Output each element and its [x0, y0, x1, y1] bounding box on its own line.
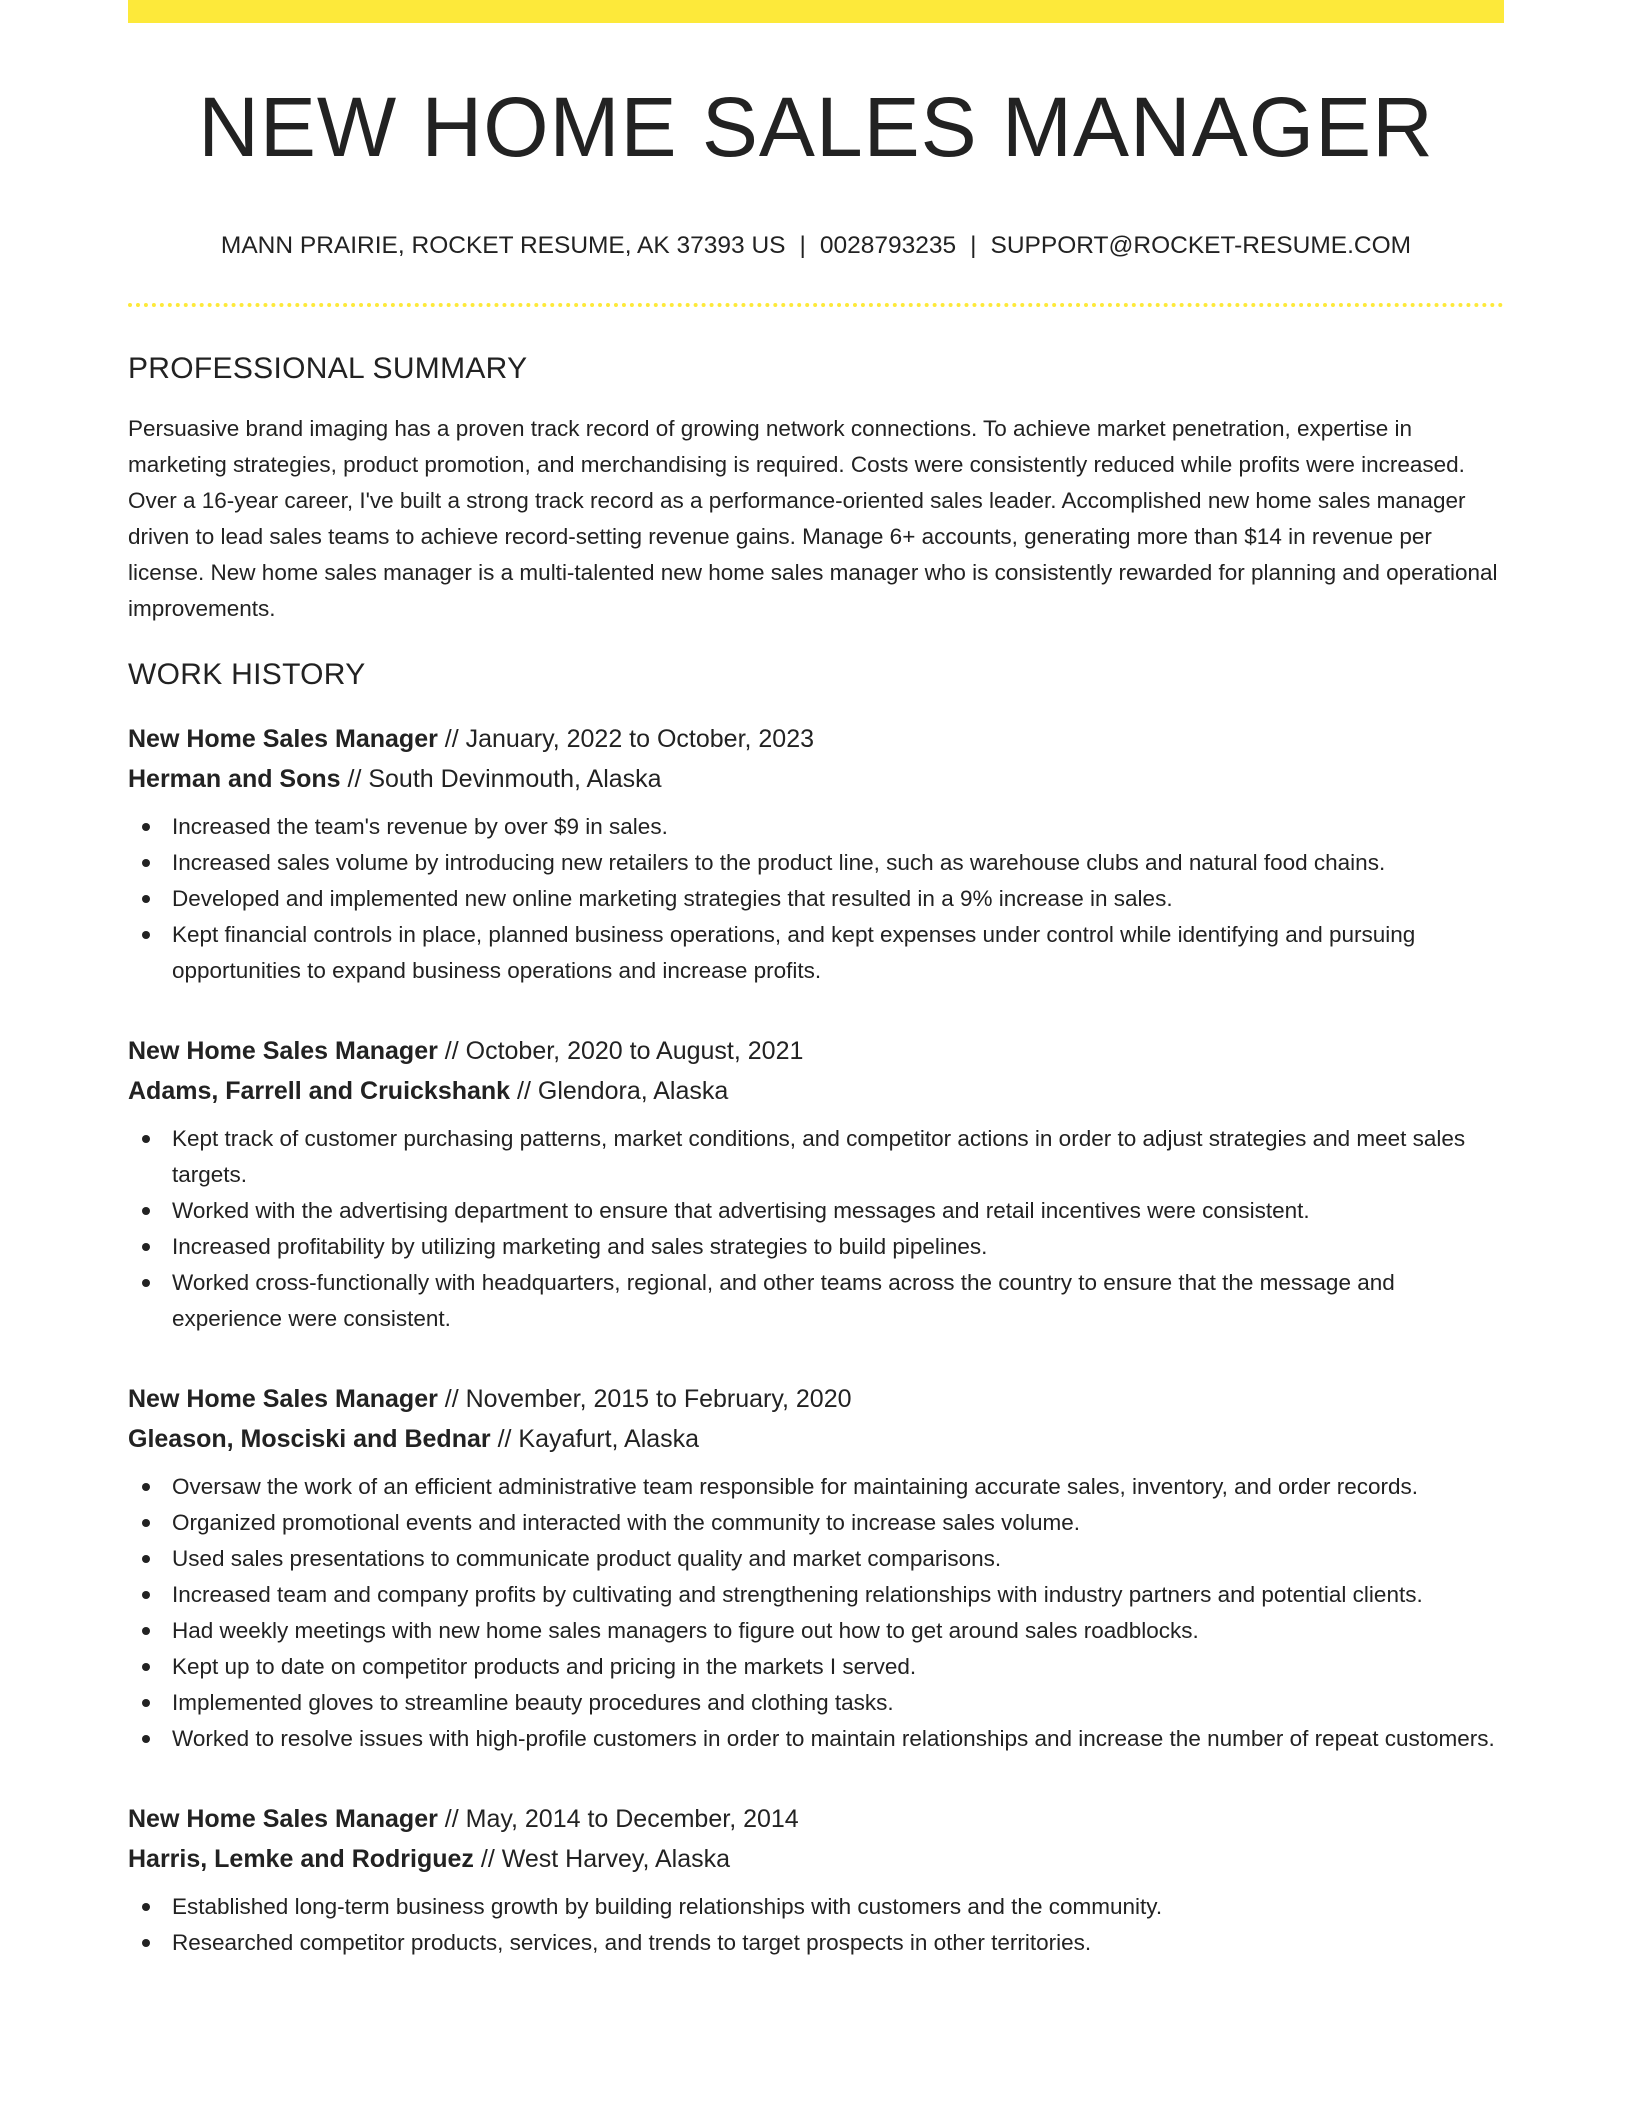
job-bullet: Kept track of customer purchasing patterns, market conditions, and competitor actions in order to adjust strategies and meet sales targets.: [172, 1121, 1504, 1193]
job-role-line: [128, 719, 1504, 759]
job-entry: [128, 719, 1504, 989]
job-bullet: Established long-term business growth by building relationships with customers and the community.: [172, 1889, 1504, 1925]
job-role: New Home Sales Manager: [128, 724, 438, 753]
job-bullet-list: [128, 1121, 1504, 1337]
job-entry: [128, 1031, 1504, 1337]
resume-page: [128, 0, 1504, 1961]
job-company-line: [128, 1419, 1504, 1459]
job-entry: [128, 1379, 1504, 1757]
job-role-line: [128, 1799, 1504, 1839]
contact-line: [128, 231, 1504, 260]
job-role-line: [128, 1379, 1504, 1419]
job-company-line: [128, 1071, 1504, 1111]
dotted-divider: [128, 303, 1504, 307]
job-bullet-list: [128, 1889, 1504, 1961]
job-company: Herman and Sons: [128, 764, 341, 793]
job-bullet: Developed and implemented new online marketing strategies that resulted in a 9% increase in sales.: [172, 881, 1504, 917]
contact-address: MANN PRAIRIE, ROCKET RESUME, AK 37393 US: [220, 232, 786, 260]
job-bullet: Increased sales volume by introducing new retailers to the product line, such as warehouse clubs and natural food chains.: [172, 845, 1504, 881]
job-bullet: Increased the team's revenue by over $9 in sales.: [172, 809, 1504, 845]
job-bullet: Kept financial controls in place, planned business operations, and kept expenses under control while identifying and pursuing opportunities to expand business operations and increase profits.: [172, 917, 1504, 989]
job-role: New Home Sales Manager: [128, 1036, 438, 1065]
work-history-heading: WORK HISTORY: [128, 657, 366, 691]
job-company-line: [128, 759, 1504, 799]
contact-phone: 0028793235: [819, 232, 957, 260]
job-role-line: [128, 1031, 1504, 1071]
job-bullet: Oversaw the work of an efficient administrative team responsible for maintaining accurate sales, inventory, and order records.: [172, 1469, 1504, 1505]
job-dates: // October, 2020 to August, 2021: [437, 1036, 804, 1065]
job-location: // West Harvey, Alaska: [473, 1844, 731, 1873]
job-company: Harris, Lemke and Rodriguez: [128, 1844, 474, 1873]
contact-email: SUPPORT@ROCKET-RESUME.COM: [990, 232, 1412, 260]
summary-text: Persuasive brand imaging has a proven track record of growing network connections. To achieve market penetration, expertise in marketing strategies, product promotion, and merchandising is required. Costs were consistently reduced while profits were increased. Over a 16-year career, I've built a strong track record as a performance-oriented sales leader. Accomplished new home sales manager driven to lead sales teams to achieve record-setting revenue gains. Manage 6+ accounts, generating more than $14 in revenue per license. New home sales manager is a multi-talented new home sales manager who is consistently rewarded for planning and operational improvements.: [128, 415, 1498, 621]
job-company-line: [128, 1839, 1504, 1879]
job-bullet: Used sales presentations to communicate product quality and market comparisons.: [172, 1541, 1504, 1577]
job-location: // Glendora, Alaska: [510, 1076, 729, 1105]
job-bullet: Increased team and company profits by cultivating and strengthening relationships with industry partners and potential clients.: [172, 1577, 1504, 1613]
contact-separator: |: [799, 232, 806, 260]
job-location: // Kayafurt, Alaska: [490, 1424, 700, 1453]
job-entry: [128, 1799, 1504, 1961]
summary-heading: PROFESSIONAL SUMMARY: [128, 351, 528, 385]
accent-top-bar: [128, 0, 1504, 23]
job-bullet: Kept up to date on competitor products and pricing in the markets I served.: [172, 1649, 1504, 1685]
job-bullet: Worked cross-functionally with headquarters, regional, and other teams across the country to ensure that the message and experience were consistent.: [172, 1265, 1504, 1337]
job-bullet: Organized promotional events and interacted with the community to increase sales volume.: [172, 1505, 1504, 1541]
job-bullet: Worked to resolve issues with high-profile customers in order to maintain relationships and increase the number of repeat customers.: [172, 1721, 1504, 1757]
job-role: New Home Sales Manager: [128, 1384, 438, 1413]
job-dates: // January, 2022 to October, 2023: [437, 724, 815, 753]
job-bullet-list: [128, 1469, 1504, 1757]
job-dates: // May, 2014 to December, 2014: [437, 1804, 799, 1833]
contact-separator: |: [970, 232, 977, 260]
job-location: // South Devinmouth, Alaska: [340, 764, 662, 793]
job-role: New Home Sales Manager: [128, 1804, 438, 1833]
resume-title: NEW HOME SALES MANAGER: [198, 80, 1434, 174]
job-company: Adams, Farrell and Cruickshank: [128, 1076, 511, 1105]
job-company: Gleason, Mosciski and Bednar: [128, 1424, 491, 1453]
job-dates: // November, 2015 to February, 2020: [437, 1384, 852, 1413]
job-bullet: Researched competitor products, services, and trends to target prospects in other territories.: [172, 1925, 1504, 1961]
job-bullet: Had weekly meetings with new home sales managers to figure out how to get around sales roadblocks.: [172, 1613, 1504, 1649]
job-bullet: Worked with the advertising department to ensure that advertising messages and retail incentives were consistent.: [172, 1193, 1504, 1229]
job-bullet: Implemented gloves to streamline beauty procedures and clothing tasks.: [172, 1685, 1504, 1721]
job-bullet-list: [128, 809, 1504, 989]
work-history-list: [128, 719, 1504, 1961]
job-bullet: Increased profitability by utilizing marketing and sales strategies to build pipelines.: [172, 1229, 1504, 1265]
